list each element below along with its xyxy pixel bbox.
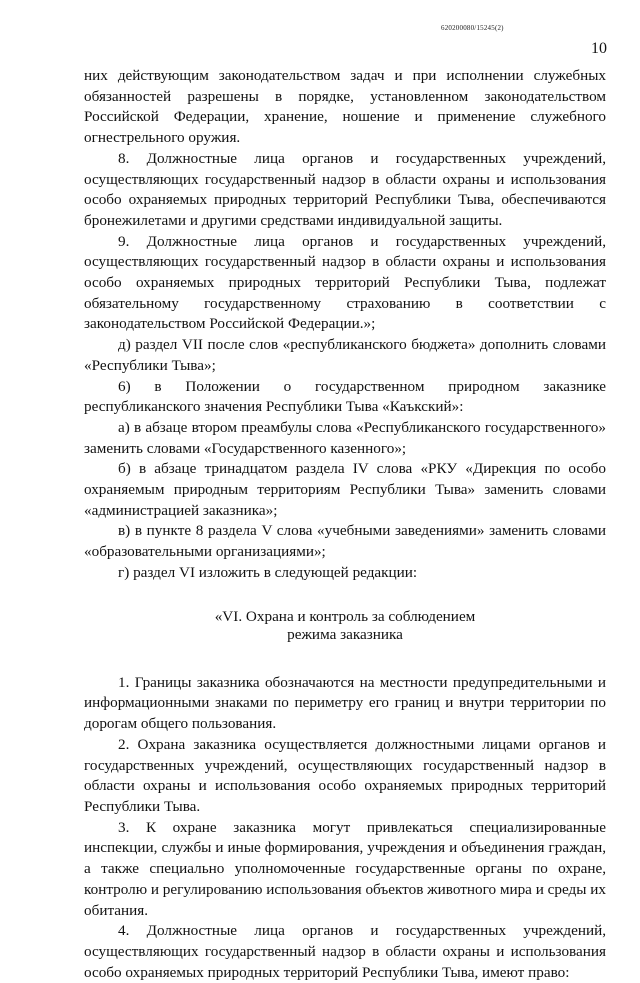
paragraph: 4. Должностные лица органов и государственных учреждений, осуществляющих государственный надзор в области охраны и использования особо охраняемых природных территорий Республики Тыва, имеют право:: [84, 922, 606, 981]
paragraph: д) раздел VII после слов «республиканского бюджета» дополнить словами «Республики Тыва»;: [84, 336, 606, 374]
section-title-line: «VI. Охрана и контроль за соблюдением: [214, 607, 476, 625]
paragraph: 3. К охране заказника могут привлекаться специализированные инспекции, службы и иные формирования, учреждения и объединения граждан, а также специально уполномоченные государственные органы по охране, контролю и регулированию использования объектов животного мира и среды их обитания.: [84, 818, 606, 919]
section-title-line: режима заказника: [287, 626, 403, 644]
paragraph: а) в абзаце втором преамбулы слова «Республиканского государственного» заменить словами «Государственного казенного»;: [84, 418, 606, 457]
paragraph: них действующим законодательством задач и при исполнении служебных обязанностей разрешены в порядке, установленном законодательством Российской Федерации, хранение, ношение и применение служебного огнестрельного оружия.: [84, 67, 606, 147]
section-title: [84, 608, 606, 645]
paragraph: г) раздел VI изложить в следующей редакции:: [118, 563, 418, 581]
paragraph: 8. Должностные лица органов и государственных учреждений, осуществляющих государственный надзор в области охраны и использования особо охраняемых природных территорий Республики Тыва, обеспечиваются бронежилетами и другими средствами индивидуальной защиты.: [84, 149, 606, 229]
paragraph: 6) в Положении о государственном природном заказнике республиканского значения Республики Тыва «Каъкский»:: [84, 377, 606, 416]
paragraph: 9. Должностные лица органов и государственных учреждений, осуществляющих государственный надзор в области охраны и использования особо охраняемых природных территорий Республики Тыва, подлежат обязательному государственному страхованию в соответствии с законодательством Российской Федерации.»;: [84, 232, 606, 333]
paragraph: 2. Охрана заказника осуществляется должностными лицами органов и государственных учреждений, осуществляющих государственный надзор в области охраны и использования особо охраняемых природных территорий Республики Тыва.: [84, 735, 606, 815]
document-body: [84, 66, 606, 983]
paragraph: в) в пункте 8 раздела V слова «учебными заведениями» заменить словами «образовательными организациями»;: [84, 522, 606, 561]
paragraph: 1. Границы заказника обозначаются на местности предупредительными и информационными знаками по периметру его границ и внутри территории по дорогам общего пользования.: [84, 673, 606, 733]
page-number: 10: [591, 40, 607, 57]
paragraph: б) в абзаце тринадцатом раздела IV слова «РКУ «Дирекция по особо охраняемым природным территориям Республики Тыва» заменить словами «администрацией заказника»;: [84, 460, 606, 519]
document-id: 620200080/15245(2): [441, 24, 504, 32]
